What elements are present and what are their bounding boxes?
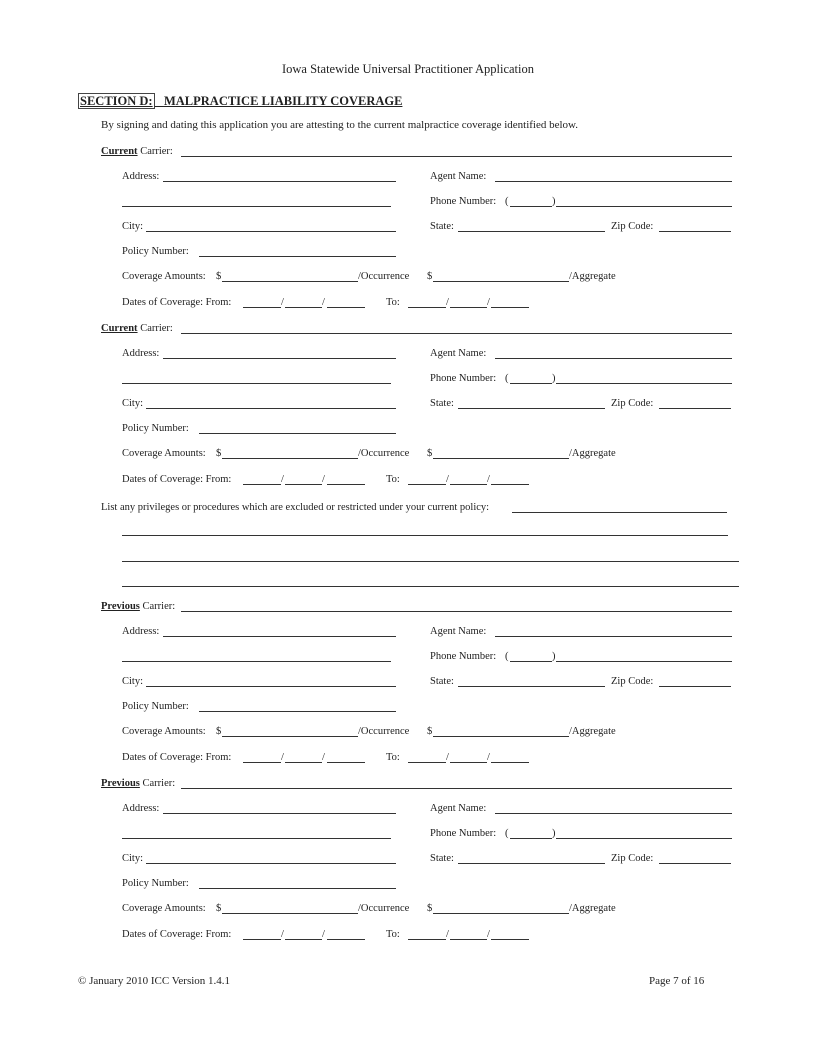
- phone-area-close: ): [552, 196, 556, 207]
- to-day-field[interactable]: [450, 307, 487, 308]
- carrier-label-text: Carrier:: [142, 601, 176, 612]
- address-field-line-2[interactable]: [122, 383, 391, 384]
- agent-name-field[interactable]: [495, 358, 732, 359]
- carrier-label: [101, 146, 173, 158]
- footer-copyright: © January 2010 ICC Version 1.4.1: [78, 975, 231, 987]
- state-field[interactable]: [458, 231, 605, 232]
- per-occurrence-label: /Occurrence: [358, 448, 410, 459]
- phone-area-close: ): [552, 828, 556, 839]
- aggregate-label: /Aggregate: [569, 448, 616, 459]
- state-label: State:: [430, 676, 454, 687]
- per-occurrence-label: /Occurrence: [358, 271, 410, 282]
- phone-number-field[interactable]: [556, 838, 732, 839]
- aggregate-label: /Aggregate: [569, 903, 616, 914]
- to-month-field[interactable]: [408, 762, 446, 763]
- to-slash-2: /: [487, 297, 490, 308]
- address-label: Address:: [122, 171, 160, 182]
- carrier-name-field[interactable]: [181, 788, 732, 789]
- carrier-name-field[interactable]: [181, 156, 732, 157]
- from-year-field[interactable]: [327, 762, 365, 763]
- occurrence-dollar-sign: $: [216, 271, 222, 282]
- policy-number-field[interactable]: [199, 256, 396, 257]
- aggregate-label: /Aggregate: [569, 726, 616, 737]
- to-day-field[interactable]: [450, 939, 487, 940]
- carrier-name-field[interactable]: [181, 611, 732, 612]
- exclusions-field-line-1[interactable]: [512, 512, 727, 513]
- dates-to-label: To:: [386, 474, 400, 485]
- aggregate-amount-field[interactable]: [433, 281, 569, 282]
- policy-number-field[interactable]: [199, 711, 396, 712]
- phone-number-label: Phone Number:: [430, 196, 497, 207]
- per-occurrence-amount-field[interactable]: [222, 458, 358, 459]
- from-year-field[interactable]: [327, 939, 365, 940]
- from-year-field[interactable]: [327, 484, 365, 485]
- agent-name-label: Agent Name:: [430, 803, 487, 814]
- aggregate-amount-field[interactable]: [433, 913, 569, 914]
- coverage-amounts-label: Coverage Amounts:: [122, 448, 206, 459]
- to-slash-1: /: [446, 297, 449, 308]
- agent-name-label: Agent Name:: [430, 626, 487, 637]
- from-slash-2: /: [322, 474, 325, 485]
- state-field[interactable]: [458, 686, 605, 687]
- aggregate-amount-field[interactable]: [433, 458, 569, 459]
- agent-name-label: Agent Name:: [430, 348, 487, 359]
- carrier-label: [101, 601, 175, 613]
- from-month-field[interactable]: [243, 762, 281, 763]
- from-month-field[interactable]: [243, 939, 281, 940]
- from-day-field[interactable]: [285, 762, 322, 763]
- policy-number-label: Policy Number:: [122, 878, 189, 889]
- to-month-field[interactable]: [408, 484, 446, 485]
- aggregate-dollar-sign: $: [427, 448, 433, 459]
- phone-number-label: Phone Number:: [430, 373, 497, 384]
- to-year-field[interactable]: [491, 307, 529, 308]
- phone-number-label: Phone Number:: [430, 828, 497, 839]
- zip-code-field[interactable]: [659, 231, 731, 232]
- to-slash-1: /: [446, 474, 449, 485]
- phone-area-open: (: [505, 373, 509, 384]
- section-title: MALPRACTICE LIABILITY COVERAGE: [163, 94, 403, 108]
- state-field[interactable]: [458, 863, 605, 864]
- to-year-field[interactable]: [491, 762, 529, 763]
- policy-number-field[interactable]: [199, 433, 396, 434]
- per-occurrence-amount-field[interactable]: [222, 281, 358, 282]
- carrier-label: [101, 323, 173, 335]
- zip-code-label: Zip Code:: [611, 221, 654, 232]
- dates-to-label: To:: [386, 752, 400, 763]
- agent-name-field[interactable]: [495, 813, 732, 814]
- address-label: Address:: [122, 348, 160, 359]
- exclusions-field-line-3[interactable]: [122, 561, 739, 562]
- city-label: City:: [122, 853, 144, 864]
- phone-area-open: (: [505, 828, 509, 839]
- to-month-field[interactable]: [408, 939, 446, 940]
- state-label: State:: [430, 398, 454, 409]
- from-month-field[interactable]: [243, 307, 281, 308]
- exclusions-field-line-2[interactable]: [122, 535, 728, 536]
- from-slash-1: /: [281, 929, 284, 940]
- carrier-label-text: Carrier:: [140, 323, 173, 334]
- per-occurrence-label: /Occurrence: [358, 726, 410, 737]
- phone-area-code-field[interactable]: [510, 383, 552, 384]
- to-month-field[interactable]: [408, 307, 446, 308]
- phone-number-field[interactable]: [556, 206, 732, 207]
- policy-number-label: Policy Number:: [122, 246, 189, 257]
- dates-to-label: To:: [386, 929, 400, 940]
- carrier-type: Previous: [101, 601, 140, 612]
- address-label: Address:: [122, 803, 160, 814]
- city-field[interactable]: [146, 863, 396, 864]
- aggregate-amount-field[interactable]: [433, 736, 569, 737]
- aggregate-dollar-sign: $: [427, 271, 433, 282]
- city-field[interactable]: [146, 686, 396, 687]
- carrier-name-field[interactable]: [181, 333, 732, 334]
- carrier-block-4: [0, 778, 816, 938]
- dates-from-label: Dates of Coverage: From:: [122, 752, 232, 763]
- per-occurrence-amount-field[interactable]: [222, 913, 358, 914]
- to-year-field[interactable]: [491, 939, 529, 940]
- phone-area-code-field[interactable]: [510, 838, 552, 839]
- document-title: Iowa Statewide Universal Practitioner Application: [281, 62, 534, 76]
- per-occurrence-amount-field[interactable]: [222, 736, 358, 737]
- phone-number-field[interactable]: [556, 383, 732, 384]
- phone-area-code-field[interactable]: [510, 661, 552, 662]
- to-slash-2: /: [487, 752, 490, 763]
- policy-number-label: Policy Number:: [122, 701, 189, 712]
- from-slash-2: /: [322, 297, 325, 308]
- phone-area-close: ): [552, 373, 556, 384]
- state-field[interactable]: [458, 408, 605, 409]
- exclusions-prompt: List any privileges or procedures which are excluded or restricted under your current policy:: [101, 502, 490, 513]
- city-label: City:: [122, 221, 144, 232]
- coverage-amounts-label: Coverage Amounts:: [122, 271, 206, 282]
- section-heading: [78, 95, 402, 107]
- section-id: SECTION D:: [80, 94, 153, 108]
- city-label: City:: [122, 676, 144, 687]
- from-slash-2: /: [322, 929, 325, 940]
- from-slash-1: /: [281, 752, 284, 763]
- dates-to-label: To:: [386, 297, 400, 308]
- phone-area-close: ): [552, 651, 556, 662]
- coverage-amounts-label: Coverage Amounts:: [122, 903, 206, 914]
- zip-code-field[interactable]: [659, 686, 731, 687]
- city-field[interactable]: [146, 231, 396, 232]
- from-slash-2: /: [322, 752, 325, 763]
- from-day-field[interactable]: [285, 939, 322, 940]
- from-day-field[interactable]: [285, 307, 322, 308]
- from-month-field[interactable]: [243, 484, 281, 485]
- to-day-field[interactable]: [450, 762, 487, 763]
- zip-code-label: Zip Code:: [611, 853, 654, 864]
- attestation-text: By signing and dating this application you are attesting to the current malpractice coverage identified below.: [101, 119, 579, 131]
- city-field[interactable]: [146, 408, 396, 409]
- to-slash-1: /: [446, 752, 449, 763]
- to-year-field[interactable]: [491, 484, 529, 485]
- carrier-block-3: [0, 601, 816, 761]
- zip-code-field[interactable]: [659, 863, 731, 864]
- dates-from-label: Dates of Coverage: From:: [122, 929, 232, 940]
- carrier-label-text: Carrier:: [142, 778, 176, 789]
- policy-number-field[interactable]: [199, 888, 396, 889]
- occurrence-dollar-sign: $: [216, 726, 222, 737]
- carrier-type: Current: [101, 323, 138, 334]
- from-year-field[interactable]: [327, 307, 365, 308]
- address-field-line-2[interactable]: [122, 661, 391, 662]
- phone-number-label: Phone Number:: [430, 651, 497, 662]
- zip-code-label: Zip Code:: [611, 398, 654, 409]
- per-occurrence-label: /Occurrence: [358, 903, 410, 914]
- coverage-amounts-label: Coverage Amounts:: [122, 726, 206, 737]
- carrier-block-1: [0, 146, 816, 306]
- city-label: City:: [122, 398, 144, 409]
- aggregate-dollar-sign: $: [427, 726, 433, 737]
- state-label: State:: [430, 853, 454, 864]
- aggregate-label: /Aggregate: [569, 271, 616, 282]
- zip-code-label: Zip Code:: [611, 676, 654, 687]
- occurrence-dollar-sign: $: [216, 903, 222, 914]
- to-slash-1: /: [446, 929, 449, 940]
- carrier-label-text: Carrier:: [140, 146, 173, 157]
- address-field-line-2[interactable]: [122, 838, 391, 839]
- address-field-line-1[interactable]: [163, 358, 396, 359]
- state-label: State:: [430, 221, 454, 232]
- address-field-line-1[interactable]: [163, 636, 396, 637]
- address-field-line-1[interactable]: [163, 181, 396, 182]
- agent-name-label: Agent Name:: [430, 171, 487, 182]
- carrier-block-2: [0, 323, 816, 483]
- phone-area-open: (: [505, 651, 509, 662]
- from-slash-1: /: [281, 474, 284, 485]
- address-label: Address:: [122, 626, 160, 637]
- phone-area-open: (: [505, 196, 509, 207]
- carrier-type: Current: [101, 146, 138, 157]
- agent-name-field[interactable]: [495, 636, 732, 637]
- agent-name-field[interactable]: [495, 181, 732, 182]
- from-day-field[interactable]: [285, 484, 322, 485]
- zip-code-field[interactable]: [659, 408, 731, 409]
- footer-page-number: Page 7 of 16: [649, 975, 705, 987]
- phone-number-field[interactable]: [556, 661, 732, 662]
- from-slash-1: /: [281, 297, 284, 308]
- aggregate-dollar-sign: $: [427, 903, 433, 914]
- carrier-type: Previous: [101, 778, 140, 789]
- phone-area-code-field[interactable]: [510, 206, 552, 207]
- exclusions-field-line-4[interactable]: [122, 586, 739, 587]
- to-slash-2: /: [487, 929, 490, 940]
- carrier-label: [101, 778, 175, 790]
- policy-number-label: Policy Number:: [122, 423, 189, 434]
- to-day-field[interactable]: [450, 484, 487, 485]
- dates-from-label: Dates of Coverage: From:: [122, 474, 232, 485]
- address-field-line-1[interactable]: [163, 813, 396, 814]
- to-slash-2: /: [487, 474, 490, 485]
- occurrence-dollar-sign: $: [216, 448, 222, 459]
- address-field-line-2[interactable]: [122, 206, 391, 207]
- dates-from-label: Dates of Coverage: From:: [122, 297, 232, 308]
